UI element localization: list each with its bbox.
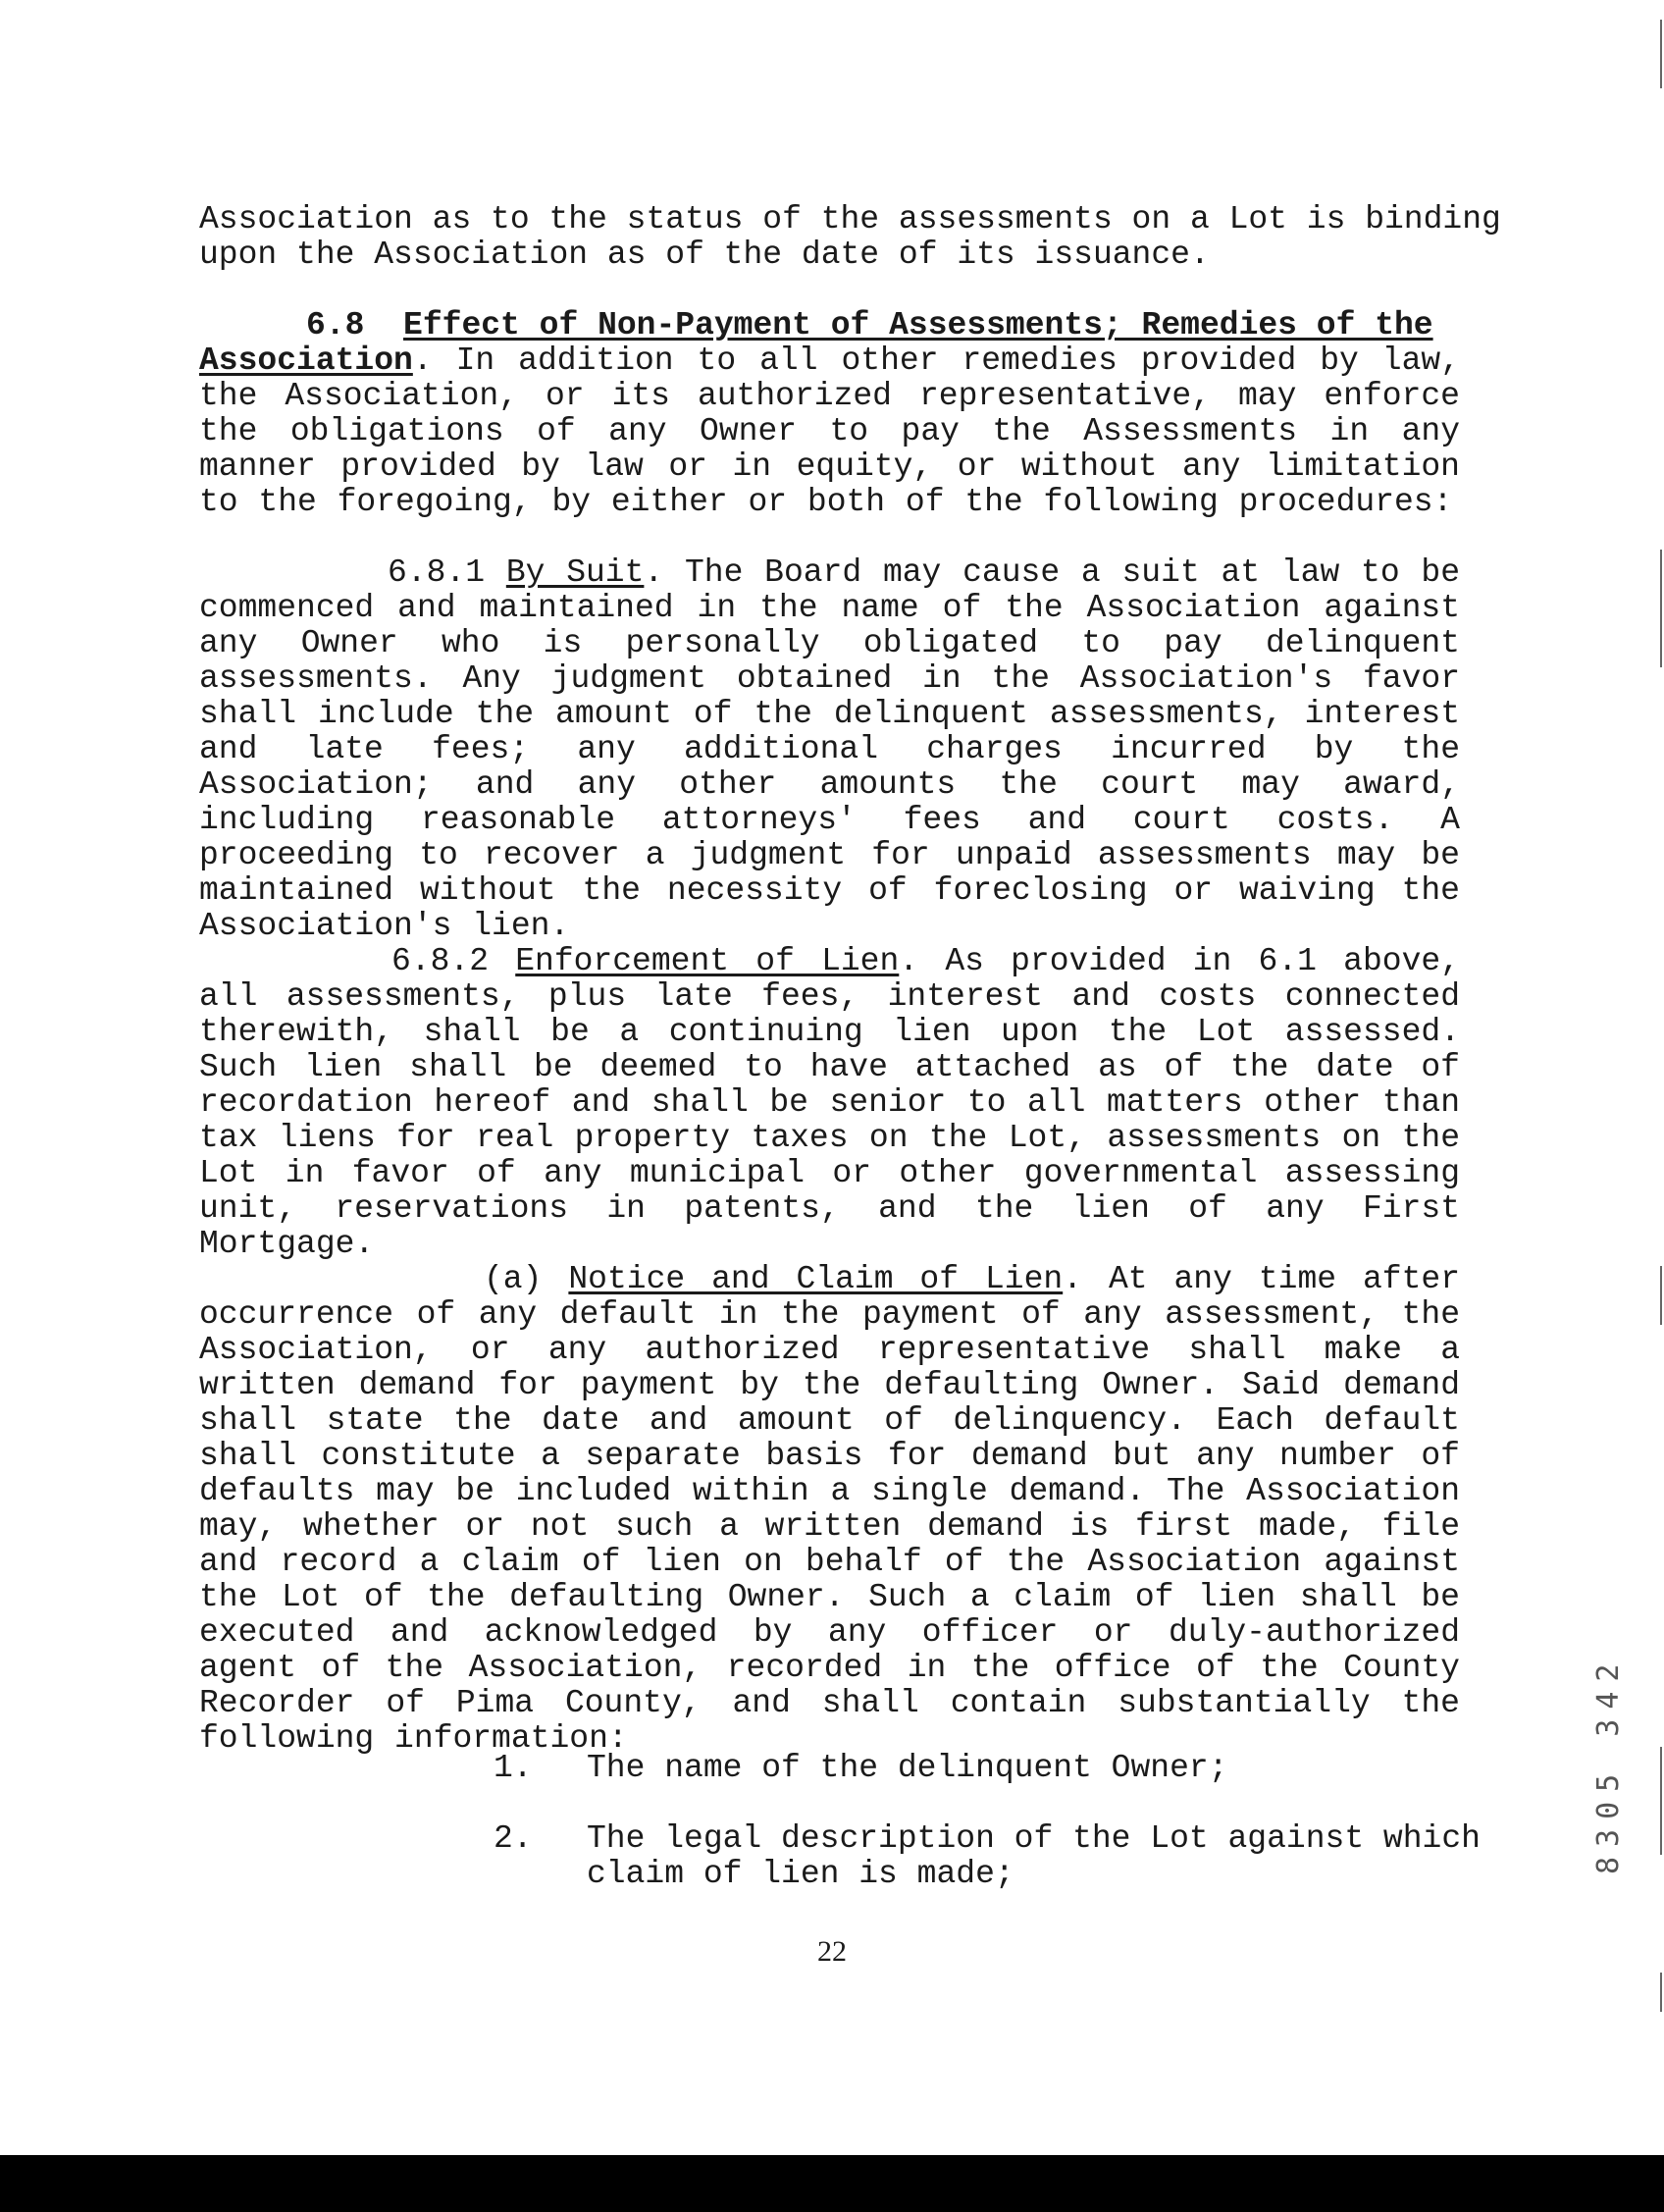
section-6-8-1-paragraph: 6.8.1 By Suit. The Board may cause a suit at law to be commenced and maintained in the name of the Association against any Owner who is personally obligated to pay delinquent assessments. Any judgment obtained in the Association's favor shall include the amount of the delinquent assessments, interest and late fees; any additional charges incurred by the Association; and any other amounts the court may award, including reasonable attorneys' fees and court costs. A proceeding to recover a judgment for unpaid assessments may be maintained without the necessity of foreclosing or waiving the Association's lien. — [199, 554, 1461, 944]
scan-edge-mark — [1660, 1973, 1662, 2012]
section-6-8-1-body: The Board may cause a suit at law to be commenced and maintained in the name of the Association against any Owner who is personally obligated to pay delinquent assessments. Any judgment obtained in the Association's favor shall include the amount of the delinquent assessments, interest and late fees; any additional charges incurred by the Association; and any other amounts the court may award, including reasonable attorneys' fees and court costs. A proceeding to recover a judgment for unpaid assessments may be maintained without the necessity of foreclosing or waiving the Association's lien. — [199, 554, 1461, 944]
scan-edge-mark — [1660, 1266, 1662, 1325]
section-6-8-heading — [306, 308, 1433, 343]
section-6-8-title: Effect of Non-Payment of Assessments; Remedies of the — [403, 307, 1433, 343]
section-6-8-2-body: As provided in 6.1 above, all assessments, plus late fees, interest and costs connected therewith, shall be a continuing lien upon the Lot assessed. Such lien shall be deemed to have attached as of the date of recordation hereof and shall be senior to all matters other than tax liens for real property taxes on the Lot, assessments on the Lot in favor of any municipal or other governmental assessing unit, reservations in patents, and the lien of any First Mortgage. — [199, 943, 1460, 1262]
section-6-8-1-number: 6.8.1 — [388, 554, 486, 591]
section-6-8-2-paragraph: 6.8.2 Enforcement of Lien. As provided in 6.1 above, all assessments, plus late fees, interest and costs connected therewith, shall be a continuing lien upon the Lot assessed. Such lien shall be deemed to have attached as of the date of recordation hereof and shall be senior to all matters other than tax liens for real property taxes on the Lot, assessments on the Lot in favor of any municipal or other governmental assessing unit, reservations in patents, and the lien of any First Mortgage. — [199, 943, 1460, 1262]
list-item-2-number: 2. — [494, 1820, 533, 1857]
section-a-title: Notice and Claim of Lien — [568, 1261, 1064, 1297]
page-number: 22 — [817, 1935, 847, 1968]
section-6-8-paragraph: Association. In addition to all other remedies provided by law, the Association, or its authorized representative, may enforce the obligations of any Owner to pay the Assessments in any manner provided by law or in equity, or without any limitation to the foregoing, by either or both of the following procedures: — [199, 342, 1460, 520]
section-6-8-2-number: 6.8.2 — [391, 943, 490, 979]
section-6-8-number: 6.8 — [306, 307, 365, 343]
scan-edge-mark — [1660, 1747, 1662, 1855]
list-item-1-number: 1. — [494, 1750, 533, 1786]
scan-edge-mark — [1660, 550, 1662, 667]
margin-recording-stamp-text: 8305 342 — [1591, 1654, 1626, 1874]
section-6-8-2-title: Enforcement of Lien — [515, 943, 900, 979]
list-item-2-text-line-2: claim of lien is made; — [587, 1856, 1014, 1892]
list-item-2-text-line-1: The legal description of the Lot against which — [587, 1820, 1481, 1857]
intro-line-2: upon the Association as of the date of its issuance. — [199, 237, 1210, 273]
section-6-8-1-title: By Suit — [505, 554, 645, 591]
list-item-1-text: The name of the delinquent Owner; — [587, 1750, 1228, 1786]
scan-bottom-border — [0, 2155, 1664, 2212]
section-6-8-title-continued: Association — [199, 342, 413, 379]
margin-recording-stamp — [1566, 1543, 1626, 1876]
scan-edge-mark — [1660, 20, 1662, 88]
section-a-body: At any time after occurrence of any default in the payment of any assessment, the Association, or any authorized representative shall make a written demand for payment by the defaulting Owner. Said demand shall state the date and amount of delinquency. Each default shall constitute a separate basis for demand but any number of defaults may be included within a single demand. The Association may, whether or not such a written demand is first made, file and record a claim of lien on behalf of the Association against the Lot of the defaulting Owner. Such a claim of lien shall be executed and acknowledged by any officer or duly-authorized agent of the Association, recorded in the office of the County Recorder of Pima County, and shall contain substantially the following information: — [199, 1261, 1461, 1757]
section-a-paragraph: (a) Notice and Claim of Lien. At any time after occurrence of any default in the payment of any assessment, the Association, or any authorized representative shall make a written demand for payment by the defaulting Owner. Said demand shall state the date and amount of delinquency. Each default shall constitute a separate basis for demand but any number of defaults may be included within a single demand. The Association may, whether or not such a written demand is first made, file and record a claim of lien on behalf of the Association against the Lot of the defaulting Owner. Such a claim of lien shall be executed and acknowledged by any officer or duly-authorized agent of the Association, recorded in the office of the County Recorder of Pima County, and shall contain substantially the following information: — [199, 1261, 1461, 1757]
intro-line-1: Association as to the status of the assessments on a Lot is binding — [199, 201, 1501, 237]
section-6-8-body: In addition to all other remedies provided by law, the Association, or its authorized representative, may enforce the obligations of any Owner to pay the Assessments in any manner provided by law or in equity, or without any limitation to the foregoing, by either or both of the following procedures: — [199, 342, 1460, 520]
section-a-label: (a) — [484, 1261, 543, 1297]
